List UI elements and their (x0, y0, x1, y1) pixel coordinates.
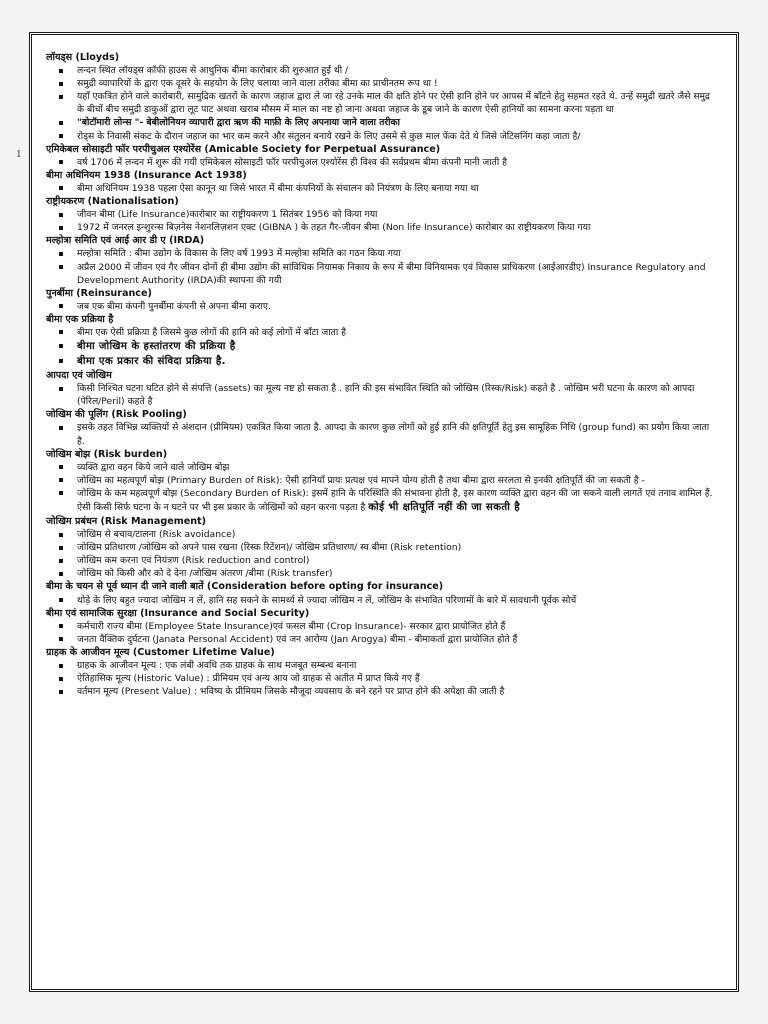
section-heading-insurance-process: बीमा एक प्रक्रिया है (46, 313, 114, 325)
list-item: जब एक बीमा कंपनी पुनर्बीमा कंपनी से अपना बीमा कराए. (46, 300, 718, 313)
section-heading-risk-burden: जोखिम बोझ (Risk burden) (46, 448, 168, 460)
bullet-list-insurance-process (46, 326, 718, 369)
list-item: बीमा एक ऐसी प्रक्रिया है जिसमे कुछ लोगों की हानि को कई लोगों में बाँटा जाता है (46, 326, 718, 339)
bullet-list-risk-pooling (46, 421, 718, 447)
list-item: व्यक्ति द्वारा वहन किये जाने वाले जोखिम बोझ (46, 461, 718, 474)
bullet-list-irda (46, 247, 718, 286)
list-item: जनता वैक्तिक दुर्घटना (Janata Personal Accident) एवं जन आरोग्य (Jan Arogya) बीमा - बीमाकर्ता द्वारा प्रायोजित होते हैं (46, 633, 718, 646)
bullet-list-insurance-act (46, 182, 718, 195)
list-item: बीमा एक प्रकार की संविदा प्रक्रिया है. (46, 354, 718, 369)
list-item: बीमा जोखिम के हस्तांतरण की प्रक्रिया है (46, 339, 718, 354)
page-number: 1 (16, 148, 22, 160)
list-item: इसके तहत विभिन्न व्यक्तियों से अंशदान (प्रीमियम) एकत्रित किया जाता है. आपदा के कारण कुछ लोगों को हुई हानि की क्षतिपूर्ति हेतु इस सामूहिक निधि (group fund) का प्रयोग किया जाता है. (46, 421, 718, 447)
list-item: यहाँ एकत्रित होने वाले कारोबारी, सामुद्रिक खतरों के कारण जहाज द्वारा ले जा रहे उनके माल की क्षति होने पर ऐसी हानि होने पर आपस में बाँटने हेतु सहमत रहते थे. उन्हें समुद्री खतरे जैसे समुद्र के बीचों बीच समुद्री डाकुओं द्वारा लूट पाट अथवा खराब मौसम में माल का नष्ट हो जाना अथवा जहाज के डूब जाने के कारण ऐसी हानियों का सामना करना पड़ता था (46, 90, 718, 116)
bullet-list-social-security (46, 620, 718, 646)
document-content (46, 51, 718, 698)
list-item: जोखिम कम करना एवं नियंत्रण (Risk reduction and control) (46, 554, 718, 567)
list-item: लन्दन स्थित लॉयड्स कॉफी हाउस से आधुनिक बीमा कारोबार की शुरुआत हुई थी / (46, 64, 718, 77)
section-heading-social-security: बीमा एवं सामाजिक सुरक्षा (Insurance and Social Security) (46, 607, 310, 619)
list-item: थोड़े के लिए बहुत ज्यादा जोखिम न लें, हानि सह सकने के सामर्थ्य से ज्यादा जोखिम न लें, जोखिम के संभावित परिणामों के बारे में सावधानी पूर्वक सोचें (46, 594, 718, 607)
bullet-list-lloyds (46, 64, 718, 143)
list-item: 1972 में जनरल इन्शुरन्स बिज़नेस नेशनलिज़शन एक्ट (GIBNA ) के तहत गैर-जीवन बीमा (Non life Insurance) कारोबार का राष्ट्रीयकरण किया गया (46, 221, 718, 234)
list-item: मल्होत्रा समिति : बीमा उद्योग के विकास के लिए वर्ष 1993 में मल्होत्रा समिति का गठन किया गया (46, 247, 718, 260)
section-heading-lloyds: लॉयड्स (Lloyds) (46, 52, 120, 63)
bullet-list-amicable-society (46, 156, 718, 169)
section-heading-risk-management: जोखिम प्रबंधन (Risk Management) (46, 516, 207, 527)
bullet-list-risk-management (46, 528, 718, 580)
list-item: वर्ष 1706 में लन्दन में शुरू की गयी एमिकेबल सोसाइटी फॉर परपीचुअल एश्योरेंस ही विश्व की सर्वप्रथम बीमा कंपनी मानी जाती है (46, 156, 718, 169)
list-item-emphasis: कोई भी क्षतिपूर्ति नहीं की जा सकती है (368, 502, 521, 513)
bullet-list-peril-risk (46, 382, 718, 408)
bullet-list-customer-lifetime-value (46, 659, 718, 698)
document-page (29, 32, 739, 992)
section-heading-irda: मल्होत्रा समिति एवं आई आर डी ए (IRDA) (46, 235, 205, 247)
list-item-text: जोखिम के कम महत्वपूर्ण बोझ (Secondary Burden of Risk): इसमें हानि के परिस्थिति की संभावना होती है, इस कारण व्यक्ति द्वारा वहन की जा सकने वाली लागतें एवं तनाव शामिल हैं. ऐसी किसी सिर्फ घटना के न घटने पर भी इस प्रकार के जोखिमों को वहन करना पड़ता है (77, 487, 713, 513)
list-item: समुद्री व्यापारियों के द्वारा एक दूसरे के सहयोग के लिए चलाया जाने वाला तरीका बीमा का प्राचीनतम रूप था ! (46, 77, 718, 90)
section-heading-customer-lifetime-value: ग्राहक के आजीवन मूल्य (Customer Lifetime Value) (46, 646, 275, 658)
list-item: जोखिम प्रतिधारण /जोखिम को अपने पास रखना (रिस्क रिटेंशन)/ जोखिम प्रतिधारण/ स्व बीमा (Risk retention) (46, 541, 718, 554)
list-item: ऐतिहासिक मूल्य (Historic Value) : प्रीमियम एवं अन्य आय जो ग्राहक से अतीत में प्राप्त किये गए हैं (46, 672, 718, 685)
section-heading-reinsurance: पुनर्बीमा (Reinsurance) (46, 287, 152, 299)
list-item: "बोटॉमारी लोन्स "- बेबीलोनियन व्यापारी द्वारा ऋण की माफ़ी के लिए अपनाया जाने वाला तरीका (46, 116, 718, 129)
section-heading-peril-risk: आपदा एवं जोखिम (46, 370, 112, 382)
list-item: जीवन बीमा (Life Insurance)कारोबार का राष्ट्रीयकरण 1 सितंबर 1956 को किया गया (46, 208, 718, 221)
section-heading-insurance-act: बीमा अधिनियम 1938 (Insurance Act 1938) (46, 169, 247, 181)
list-item: किसी निश्चित घटना घटित होने से संपत्ति (assets) का मूल्य नष्ट हो सकता है . हानि की इस संभावित स्थिति को जोखिम (रिस्क/Risk) कहते है . जोखिम भरी घटना के कारण को आपदा (पेरिल/Peril) कहते है (46, 382, 718, 408)
list-item: अप्रैल 2000 में जीवन एवं गैर जीवन दोनों ही बीमा उद्योग की सांविधिक नियामक निकाय के रूप में बीमा विनियामक एवं विकास प्राधिकरण (आईआरडीए) Insurance Regulatory and Development Authority (IRDA)की स्थापना की गयी (46, 261, 718, 287)
section-heading-nationalisation: राष्ट्रीयकरण (Nationalisation) (46, 196, 179, 208)
list-item: कर्मचारी राज्य बीमा (Employee State Insurance)एवं फसल बीमा (Crop Insurance)- सरकार द्वारा प्रायोजित होते हैं (46, 620, 718, 633)
list-item: जोखिम को किसी और को दे देना /जोखिम अंतरण /बीमा (Risk transfer) (46, 567, 718, 580)
section-heading-amicable-society: एमिकेबल सोसाइटी फॉर परपीचुअल एश्योरेंस (Amicable Society for Perpetual Assurance) (46, 143, 441, 155)
bullet-list-nationalisation (46, 208, 718, 234)
list-item: जोखिम से बचाव/टालना (Risk avoidance) (46, 528, 718, 541)
bullet-list-consideration (46, 594, 718, 607)
section-heading-consideration: बीमा के चयन से पूर्व ध्यान दी जाने वाली बातें (Consideration before opting for insurance) (46, 581, 444, 593)
list-item: रोड्स के निवासी संकट के दौरान जहाज का भार कम करने और संतुलन बनाये रखने के लिए उसमे से कुछ माल फेंक देते थे जिसे जेटिसनिंग कहा जाता है/ (46, 130, 718, 143)
list-item: बीमा अधिनियम 1938 पहला ऐसा कानून था जिसे भारत में बीमा कंपनियों के संचालन को नियंत्रण के लिए बनाया गया था (46, 182, 718, 195)
bullet-list-reinsurance (46, 300, 718, 313)
section-heading-risk-pooling: जोखिम की पूलिंग (Risk Pooling) (46, 409, 187, 421)
list-item: वर्तमान मूल्य (Present Value) : भविष्य के प्रीमियम जिसके मौजूदा व्यवसाय के बने रहने पर प्राप्त होने की अपेक्षा की जाती है (46, 685, 718, 698)
bullet-list-risk-burden (46, 461, 718, 515)
list-item: ग्राहक के आजीवन मूल्य : एक लंबी अवधि तक ग्राहक के साथ मजबूत सम्बन्ध बनाना (46, 659, 718, 672)
list-item (46, 487, 718, 515)
list-item: जोखिम का महत्वपूर्ण बोझ (Primary Burden of Risk): ऐसी हानियाँ प्रायः प्रत्यक्ष एवं मापने योग्य होती है तथा बीमा द्वारा सरलता से इनकी क्षतिपूर्ति की जा सकती है - (46, 474, 718, 487)
